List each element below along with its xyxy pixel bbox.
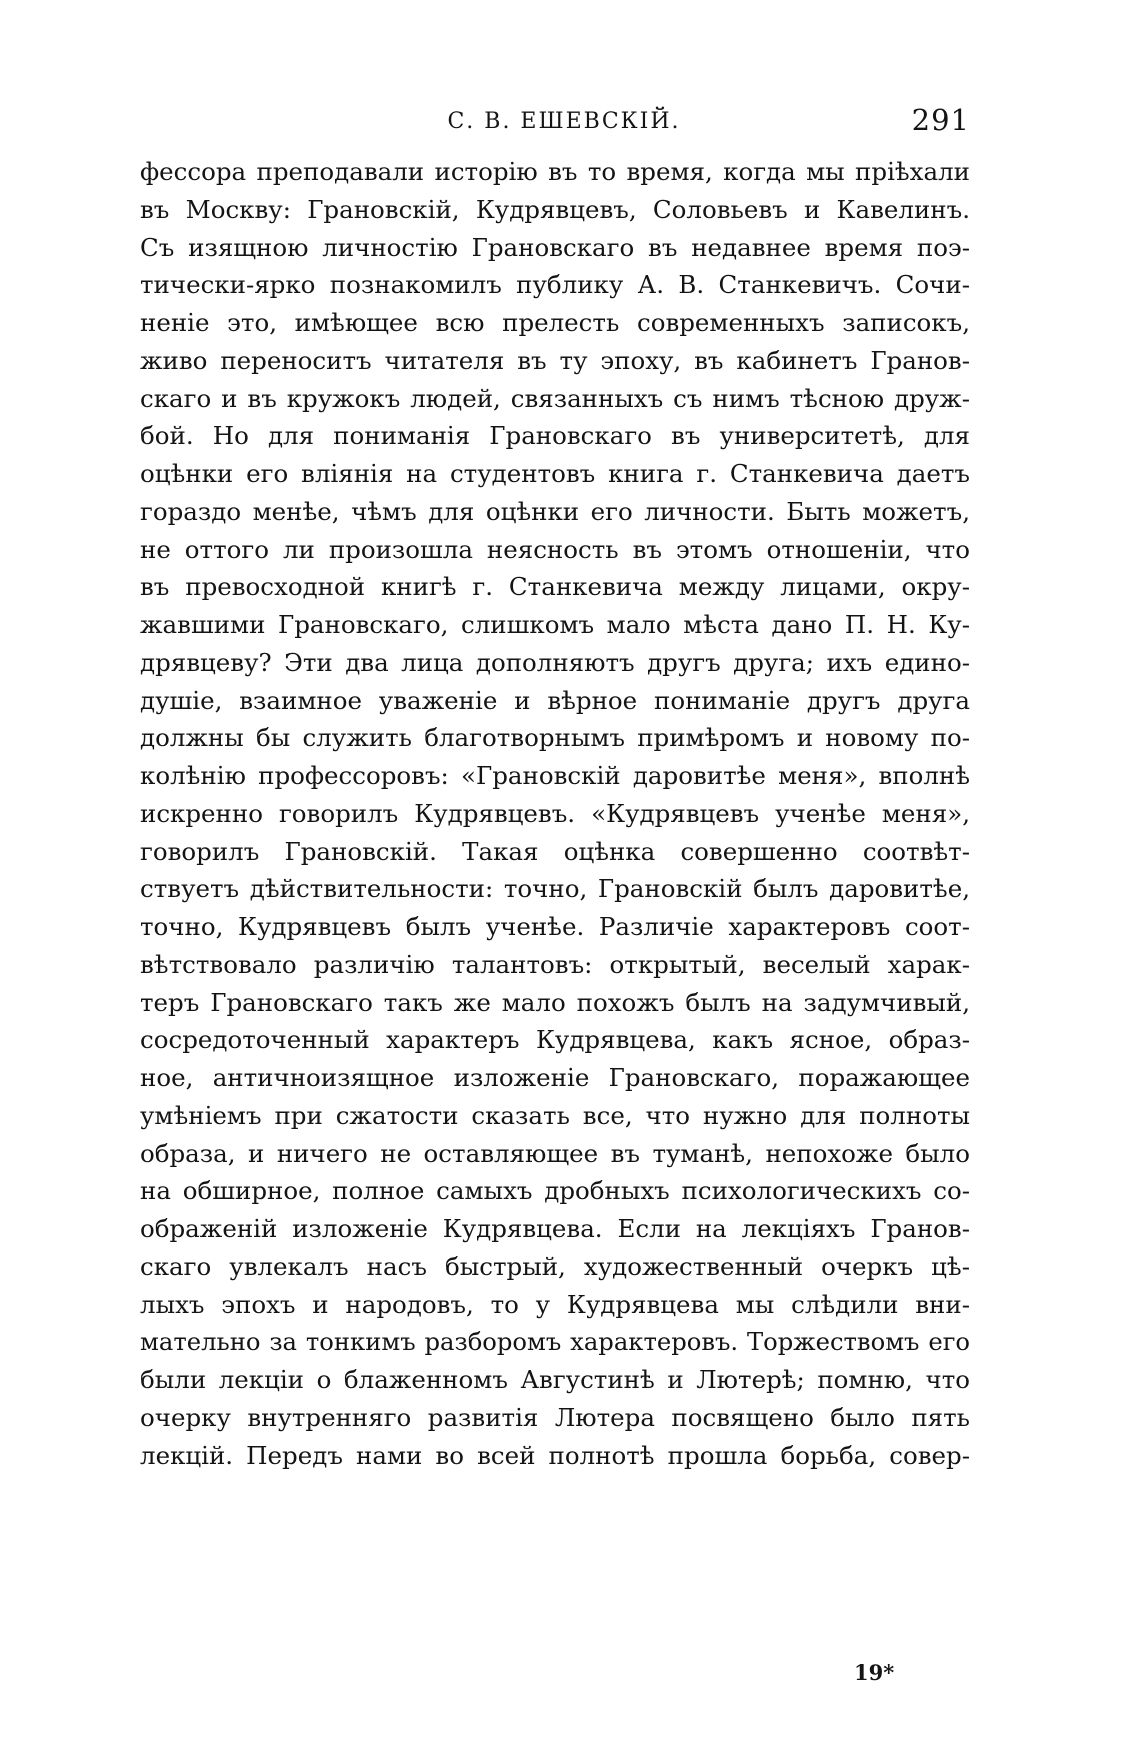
signature-mark: 19* (854, 1660, 895, 1685)
text-line: очерку внутренняго развитія Лютера посвящено было пять (140, 1402, 970, 1432)
text-line: скаго увлекалъ насъ быстрый, художественный очеркъ цѣ- (140, 1251, 970, 1281)
running-head (158, 103, 970, 143)
text-line: неніе это, имѣющее всю прелесть современныхъ записокъ, (140, 308, 970, 337)
text-line: бой. Но для пониманія Грановскаго въ университетѣ, для (140, 421, 970, 451)
text-line: дрявцеву? Эти два лица дополняютъ другъ друга; ихъ едино- (140, 647, 970, 677)
text-line: лекцій. Передъ нами во всей полнотѣ прошла борьба, совер- (140, 1440, 970, 1470)
text-line: гораздо менѣе, чѣмъ для оцѣнки его личности. Быть можетъ, (140, 496, 970, 526)
text-line: искренно говорилъ Кудрявцевъ. «Кудрявцевъ ученѣе меня», (140, 798, 970, 828)
text-line: мательно за тонкимъ разборомъ характеровъ. Торжествомъ его (140, 1327, 970, 1357)
text-line: говорилъ Грановскій. Такая оцѣнка совершенно соотвѣт- (140, 836, 970, 866)
text-line: ображеній изложеніе Кудрявцева. Если на лекціяхъ Гранов- (140, 1214, 970, 1243)
text-line: на обширное, полное самыхъ дробныхъ психологическихъ со- (140, 1176, 970, 1206)
text-line: живо переноситъ читателя въ ту эпоху, въ кабинетъ Гранов- (140, 345, 970, 375)
text-line: лыхъ эпохъ и народовъ, то у Кудрявцева мы слѣдили вни- (140, 1289, 970, 1319)
text-line: душіе, взаимное уваженіе и вѣрное пониманіе другъ друга (140, 685, 970, 715)
text-line: Съ изящною личностію Грановскаго въ недавнее время поэ- (140, 232, 970, 262)
text-line: фессора преподавали исторію въ то время, когда мы пріѣхали (140, 157, 970, 186)
text-line: ное, античноизящное изложеніе Грановскаго, поражающее (140, 1063, 970, 1092)
text-line: скаго и въ кружокъ людей, связанныхъ съ нимъ тѣсною друж- (140, 383, 970, 413)
text-line: образа, и ничего не оставляющее въ туманѣ, непохоже было (140, 1138, 970, 1168)
text-line: вѣтствовало различію талантовъ: открытый, веселый харак- (140, 949, 970, 979)
page-number: 291 (911, 103, 970, 137)
body-text (140, 153, 970, 1474)
text-line: точно, Кудрявцевъ былъ ученѣе. Различіе характеровъ соот- (140, 912, 970, 941)
text-line: въ Москву: Грановскій, Кудрявцевъ, Соловьевъ и Кавелинъ. (140, 194, 970, 224)
text-line: жавшими Грановскаго, слишкомъ мало мѣста дано П. Н. Ку- (140, 610, 970, 639)
text-line: сосредоточенный характеръ Кудрявцева, какъ ясное, образ- (140, 1025, 970, 1055)
text-line: были лекціи о блаженномъ Августинѣ и Лютерѣ; помню, что (140, 1365, 970, 1394)
text-line: ствуетъ дѣйствительности: точно, Грановскій былъ даровитѣе, (140, 874, 970, 904)
text-line: въ превосходной книгѣ г. Станкевича между лицами, окру- (140, 572, 970, 602)
text-line: не оттого ли произошла неясность въ этомъ отношеніи, что (140, 534, 970, 564)
text-line: колѣнію профессоровъ: «Грановскій даровитѣе меня», вполнѣ (140, 761, 970, 790)
text-line: тически-ярко познакомилъ публику А. В. Станкевичъ. Сочи- (140, 270, 970, 300)
text-line: оцѣнки его вліянія на студентовъ книга г. Станкевича даетъ (140, 459, 970, 488)
text-line: теръ Грановскаго такъ же мало похожъ былъ на задумчивый, (140, 987, 970, 1017)
text-line: должны бы служить благотворнымъ примѣромъ и новому по- (140, 723, 970, 753)
text-line: умѣніемъ при сжатости сказать все, что нужно для полноты (140, 1100, 970, 1130)
running-title: С. В. ЕШЕВСКІЙ. (447, 109, 681, 134)
